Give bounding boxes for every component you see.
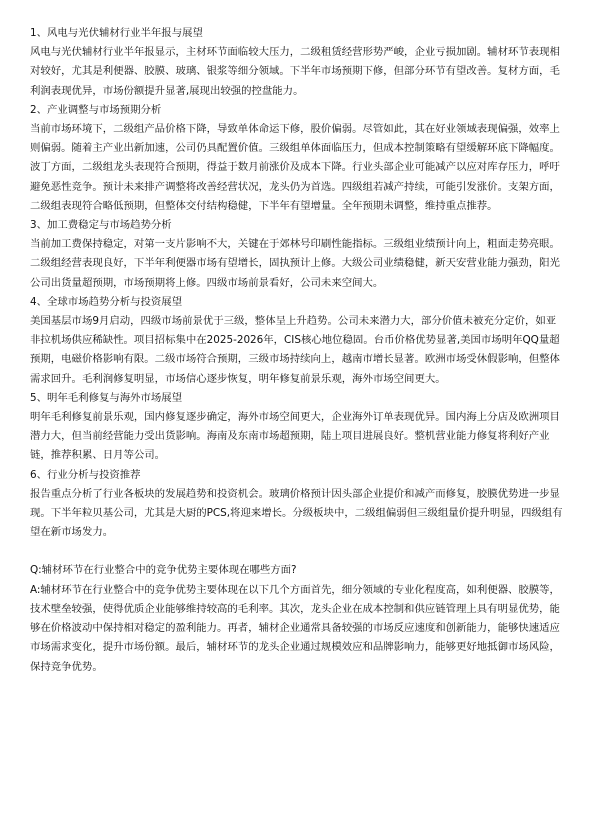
section-heading: 6、行业分析与投资推荐 [30,468,141,481]
section-body: 明年毛利修复前景乐观，国内修复逐步确定，海外市场空间更大，企业海外订单表现优异。国内海上分店及欧洲项目潜力大，但当前经营能力受出货影响。海南及东南市场超预期，陆上项目进展良好。整机营业能力修复将利好产业链，推荐积累、日月等公司。 [30,411,560,462]
qa-question: Q:辅材环节在行业整合中的竞争优势主要体现在哪些方面? [30,564,297,577]
section-4 [30,293,566,389]
section-6 [30,466,566,543]
qa-answer: A:辅材环节在行业整合中的竞争优势主要体现在以下几个方面首先，细分领域的专业化程度高，如利便器、胶膜等，技术壁垒较强，使得优质企业能够维持较高的毛利率。其次，龙头企业在成本控制和供应链管理上具有明显优势，能够在价格波动中保持相对稳定的盈利能力。再者，辅材企业通常具备较强的市场反应速度和创新能力，能够快速适应市场需求变化，提升市场份额。最后，辅材环节的龙头企业通过规模效应和品牌影响力，能够更好地抵御市场风险，保持竞争优势。 [30,583,560,673]
section-heading: 2、产业调整与市场预期分析 [30,103,162,116]
section-body: 报告重点分析了行业各板块的发展趋势和投资机会。玻璃价格预计因头部企业提价和减产而修复，胶膜优势进一步显现。下半年粒贝基公司，尤其是大厨的PCS,将迎来增长。分级板块中，二级组偏弱但三级组量价提升明显，四级组有望在新市场发力。 [30,487,563,539]
qa-block [30,561,566,676]
section-heading: 1、风电与光伏辅材行业半年报与展望 [30,27,203,39]
section-body: 美国基层市场9月启动，四级市场前景优于三级，整体呈上升趋势。公司未来潜力大，部分价值未被充分定价，如亚非拉机场供应稀缺性。项目招标集中在2025-2026年，CIS核心地位稳固。台币价格优势显著,美国市场明年QQ量超预期，电磁价格影响有限。二级市场符合预期，三级市场持续向上，越南市增长显著。欧洲市场受休假影响，但整体需求回升。毛利润修复明显，市场信心逐步恢复，明年修复前景乐观，海外市场空间更大。 [30,315,560,385]
blank-line [30,542,566,561]
section-heading: 4、全球市场趋势分析与投资展望 [30,295,183,308]
section-1 [30,24,566,101]
section-body: 当前加工费保持稳定，对第一支片影响不大，关键在于郊林号印刷性能指标。三级组业绩预计向上，粗面走势亮眼。二级组经营表现良好，下半年利便器市场有望增长，固执预计上修。大级公司业绩稳健，新天安营业能力强劲，阳光公司出货量超预期，市场预期将上修。四级市场前景看好，公司未来空间大。 [30,238,560,289]
section-heading: 5、明年毛利修复与海外市场展望 [30,391,183,404]
section-2 [30,101,566,216]
section-3 [30,216,566,293]
section-5 [30,389,566,466]
section-body: 当前市场环境下，二级组产品价格下降，导致单体命运下修，股价偏弱。尽管如此，其在好业领域表现偏强，效率上则偏弱。随着主产业出新加速，公司仍具配置价值。三级组单体面临压力，但成本控制策略有望缓解环底下降幅度。波丁方面，二级组龙头表现符合预期，得益于数月前涨价及成本下降。行业头部企业可能减产以应对库存压力，呼吁避免恶性竞争。预计未来排产调整将改善经营状况，龙头仍为首选。四级组若减产持续，可能引发涨价。支架方面，二级组表现符合略低预期，但整体交付结构稳健，下半年有望增量。全年预期未调整，维持重点推荐。 [30,123,560,212]
section-heading: 3、加工费稳定与市场趋势分析 [30,219,172,232]
section-body: 风电与光伏辅材行业半年报显示，主材环节面临较大压力，二级租赁经营形势严峻，企业亏损加剧。辅材环节表现相对较好，尤其是利便器、胶膜、玻璃、银浆等细分领域。下半年市场预期下修，但部分环节有望改善。复材方面，毛利润表现优异，市场份额提升显著,展现出较强的控盘能力。 [30,46,560,97]
document-page [30,24,566,677]
